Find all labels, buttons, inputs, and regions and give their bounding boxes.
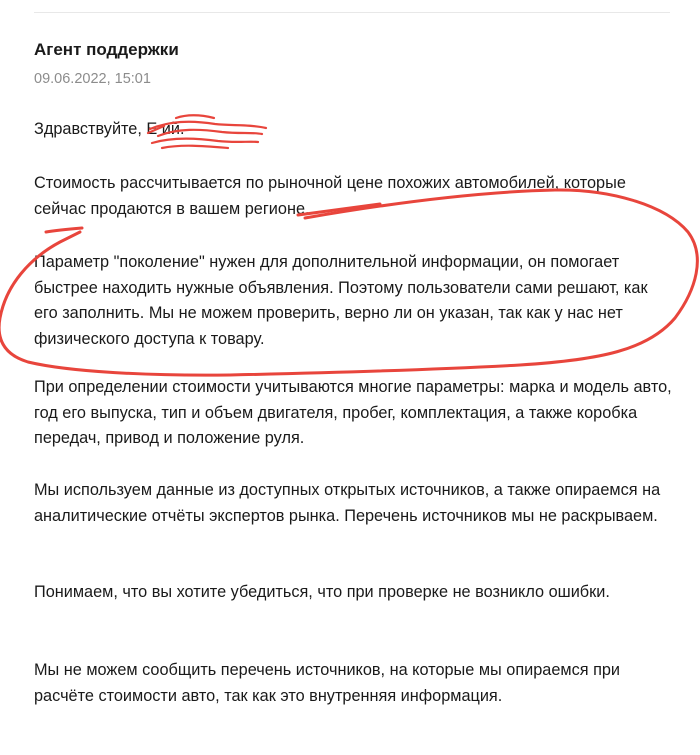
message-paragraph: Стоимость рассчитывается по рыночной цене похожих автомобилей, которые сейчас продаются в вашем регионе. [34, 174, 626, 218]
sender-name: Агент поддержки [34, 40, 179, 59]
top-divider [34, 12, 670, 13]
message-paragraph: Мы не можем сообщить перечень источников, на которые мы опираемся при расчёте стоимости авто, так как это внутренняя информация. [34, 661, 621, 705]
message-timestamp: 09.06.2022, 15:01 [34, 71, 151, 87]
greeting-text: Здравствуйте, Е ий. [34, 120, 185, 138]
message-paragraph: Параметр "поколение" нужен для дополнительной информации, он помогает быстрее находить нужные объявления. Поэтому пользователи сами решают, как его заполнить. Мы не можем проверить, верно ли он указан, так как у нас нет физического доступа к товару. [34, 253, 648, 348]
message-paragraph: Мы используем данные из доступных открытых источников, а также опираемся на аналитические отчёты экспертов рынка. Перечень источников мы не раскрываем. [34, 481, 661, 525]
message-paragraph: При определении стоимости учитываются многие параметры: марка и модель авто, год его выпуска, тип и объем двигателя, пробег, комплектация, а также коробка передач, привод и положение руля. [34, 378, 672, 447]
message-paragraph: Понимаем, что вы хотите убедиться, что при проверке не возникло ошибки. [34, 583, 610, 601]
